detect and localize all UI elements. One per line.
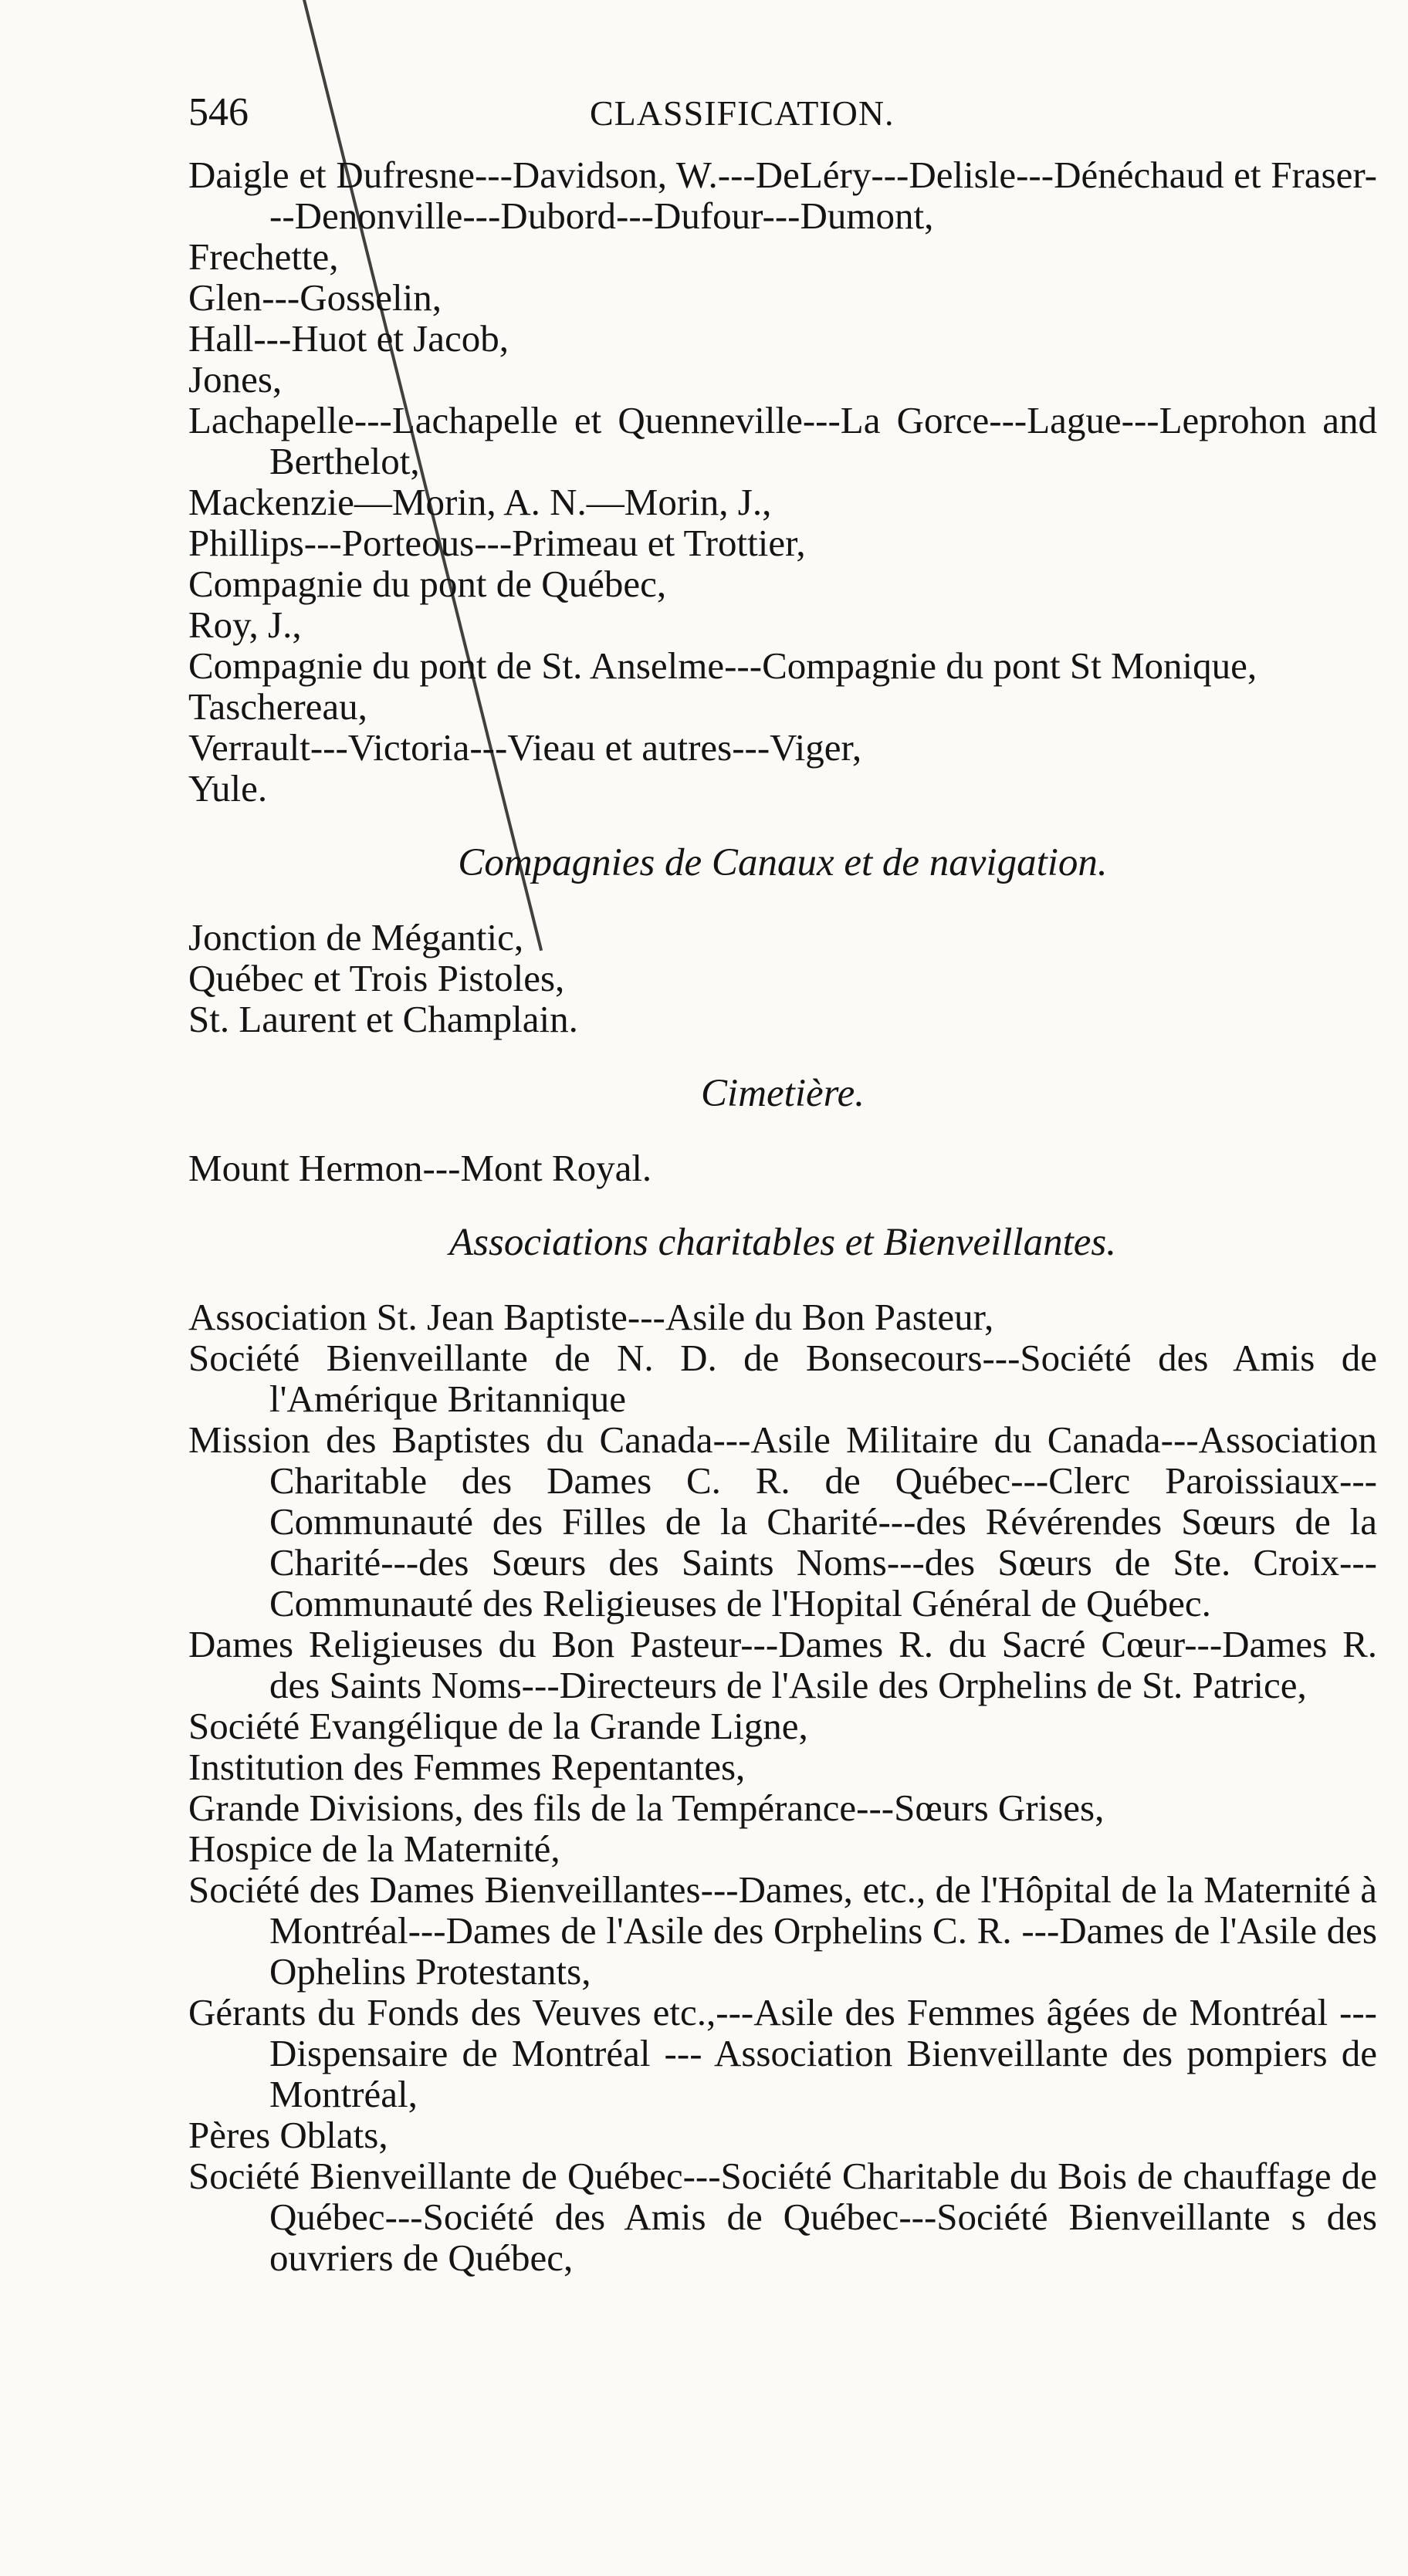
book-page [188,85,1377,2278]
list-item: Yule. [188,767,268,810]
list-item: Pères Oblats, [188,2114,388,2156]
page-number: 546 [188,90,249,134]
list-associations [188,1296,1377,2278]
list-item: Roy, J., [188,603,302,646]
list-item: Québec et Trois Pistoles, [188,957,565,999]
list-item: Hall---Huot et Jacob, [188,317,509,360]
list-item: Taschereau, [188,685,367,728]
list-item: Grande Divisions, des fils de la Tempérance---Sœurs Grises, [188,1787,1105,1829]
section-title-canaux: Compagnies de Canaux et de navigation. [458,841,1108,884]
list-item: Mission des Baptistes du Canada---Asile Militaire du Canada---Association Charitable des Dames C. R. de Québec---Clerc Paroissiaux---Communauté des Filles de la Charité---des Révérendes Sœurs de la Charité---des Sœurs des Saints Noms---des Sœurs de Ste. Croix---Communauté des Religieuses de l'Hopital Général de Québec. [188,1418,1377,1624]
list-item: Compagnie du pont de St. Anselme---Compagnie du pont St Monique, [188,644,1257,687]
list-item: Gérants du Fonds des Veuves etc.,---Asile des Femmes âgées de Montréal --- Dispensaire de Montréal --- Association Bienveillante des pompiers de Montréal, [188,1991,1377,2115]
list-item: Daigle et Dufresne---Davidson, W.---DeLéry---Delisle---Dénéchaud et Fraser---Denonville---Dubord---Dufour---Dumont, [188,154,1377,237]
list-item: Glen---Gosselin, [188,276,442,319]
list-item: Mackenzie—Morin, A. N.—Morin, J., [188,481,772,523]
list-item: Société Bienveillante de Québec---Société Charitable du Bois de chauffage de Québec---Société des Amis de Québec---Société Bienveillante s des ouvriers de Québec, [188,2155,1377,2279]
list-item: Jones, [188,358,283,401]
list-canaux [188,917,1377,1040]
page-header [188,85,1377,154]
list-item: Institution des Femmes Repentantes, [188,1746,746,1788]
list-item: Dames Religieuses du Bon Pasteur---Dames R. du Sacré Cœur---Dames R. des Saints Noms---Directeurs de l'Asile des Orphelins de St. Patrice, [188,1623,1377,1706]
list-item: Phillips---Porteous---Primeau et Trottier, [188,522,806,564]
list-item: Lachapelle---Lachapelle et Quenneville---La Gorce---Lague---Leprohon and Berthelot, [188,399,1377,482]
list-item: Mount Hermon---Mont Royal. [188,1147,652,1189]
list-item: Société Evangélique de la Grande Ligne, [188,1705,808,1747]
list-top [188,154,1377,809]
list-item: Hospice de la Maternité, [188,1827,560,1870]
list-item: St. Laurent et Champlain. [188,998,578,1040]
list-item: Compagnie du pont de Québec, [188,563,667,605]
list-item: Société des Dames Bienveillantes---Dames, etc., de l'Hôpital de la Maternité à Montréal---Dames de l'Asile des Orphelins C. R. ---Dames de l'Asile des Ophelins Protestants, [188,1868,1377,1993]
list-item: Frechette, [188,235,339,278]
running-title: CLASSIFICATION. [590,93,895,133]
list-item: Association St. Jean Baptiste---Asile du Bon Pasteur, [188,1296,994,1338]
list-item: Verrault---Victoria---Vieau et autres---Viger, [188,726,862,769]
section-title-associations: Associations charitables et Bienveillantes. [448,1221,1116,1264]
list-cimetiere [188,1148,1377,1188]
list-item: Société Bienveillante de N. D. de Bonsecours---Société des Amis de l'Amérique Britannique [188,1337,1377,1420]
section-title-cimetiere: Cimetière. [701,1072,865,1115]
list-item: Jonction de Mégantic, [188,916,524,958]
